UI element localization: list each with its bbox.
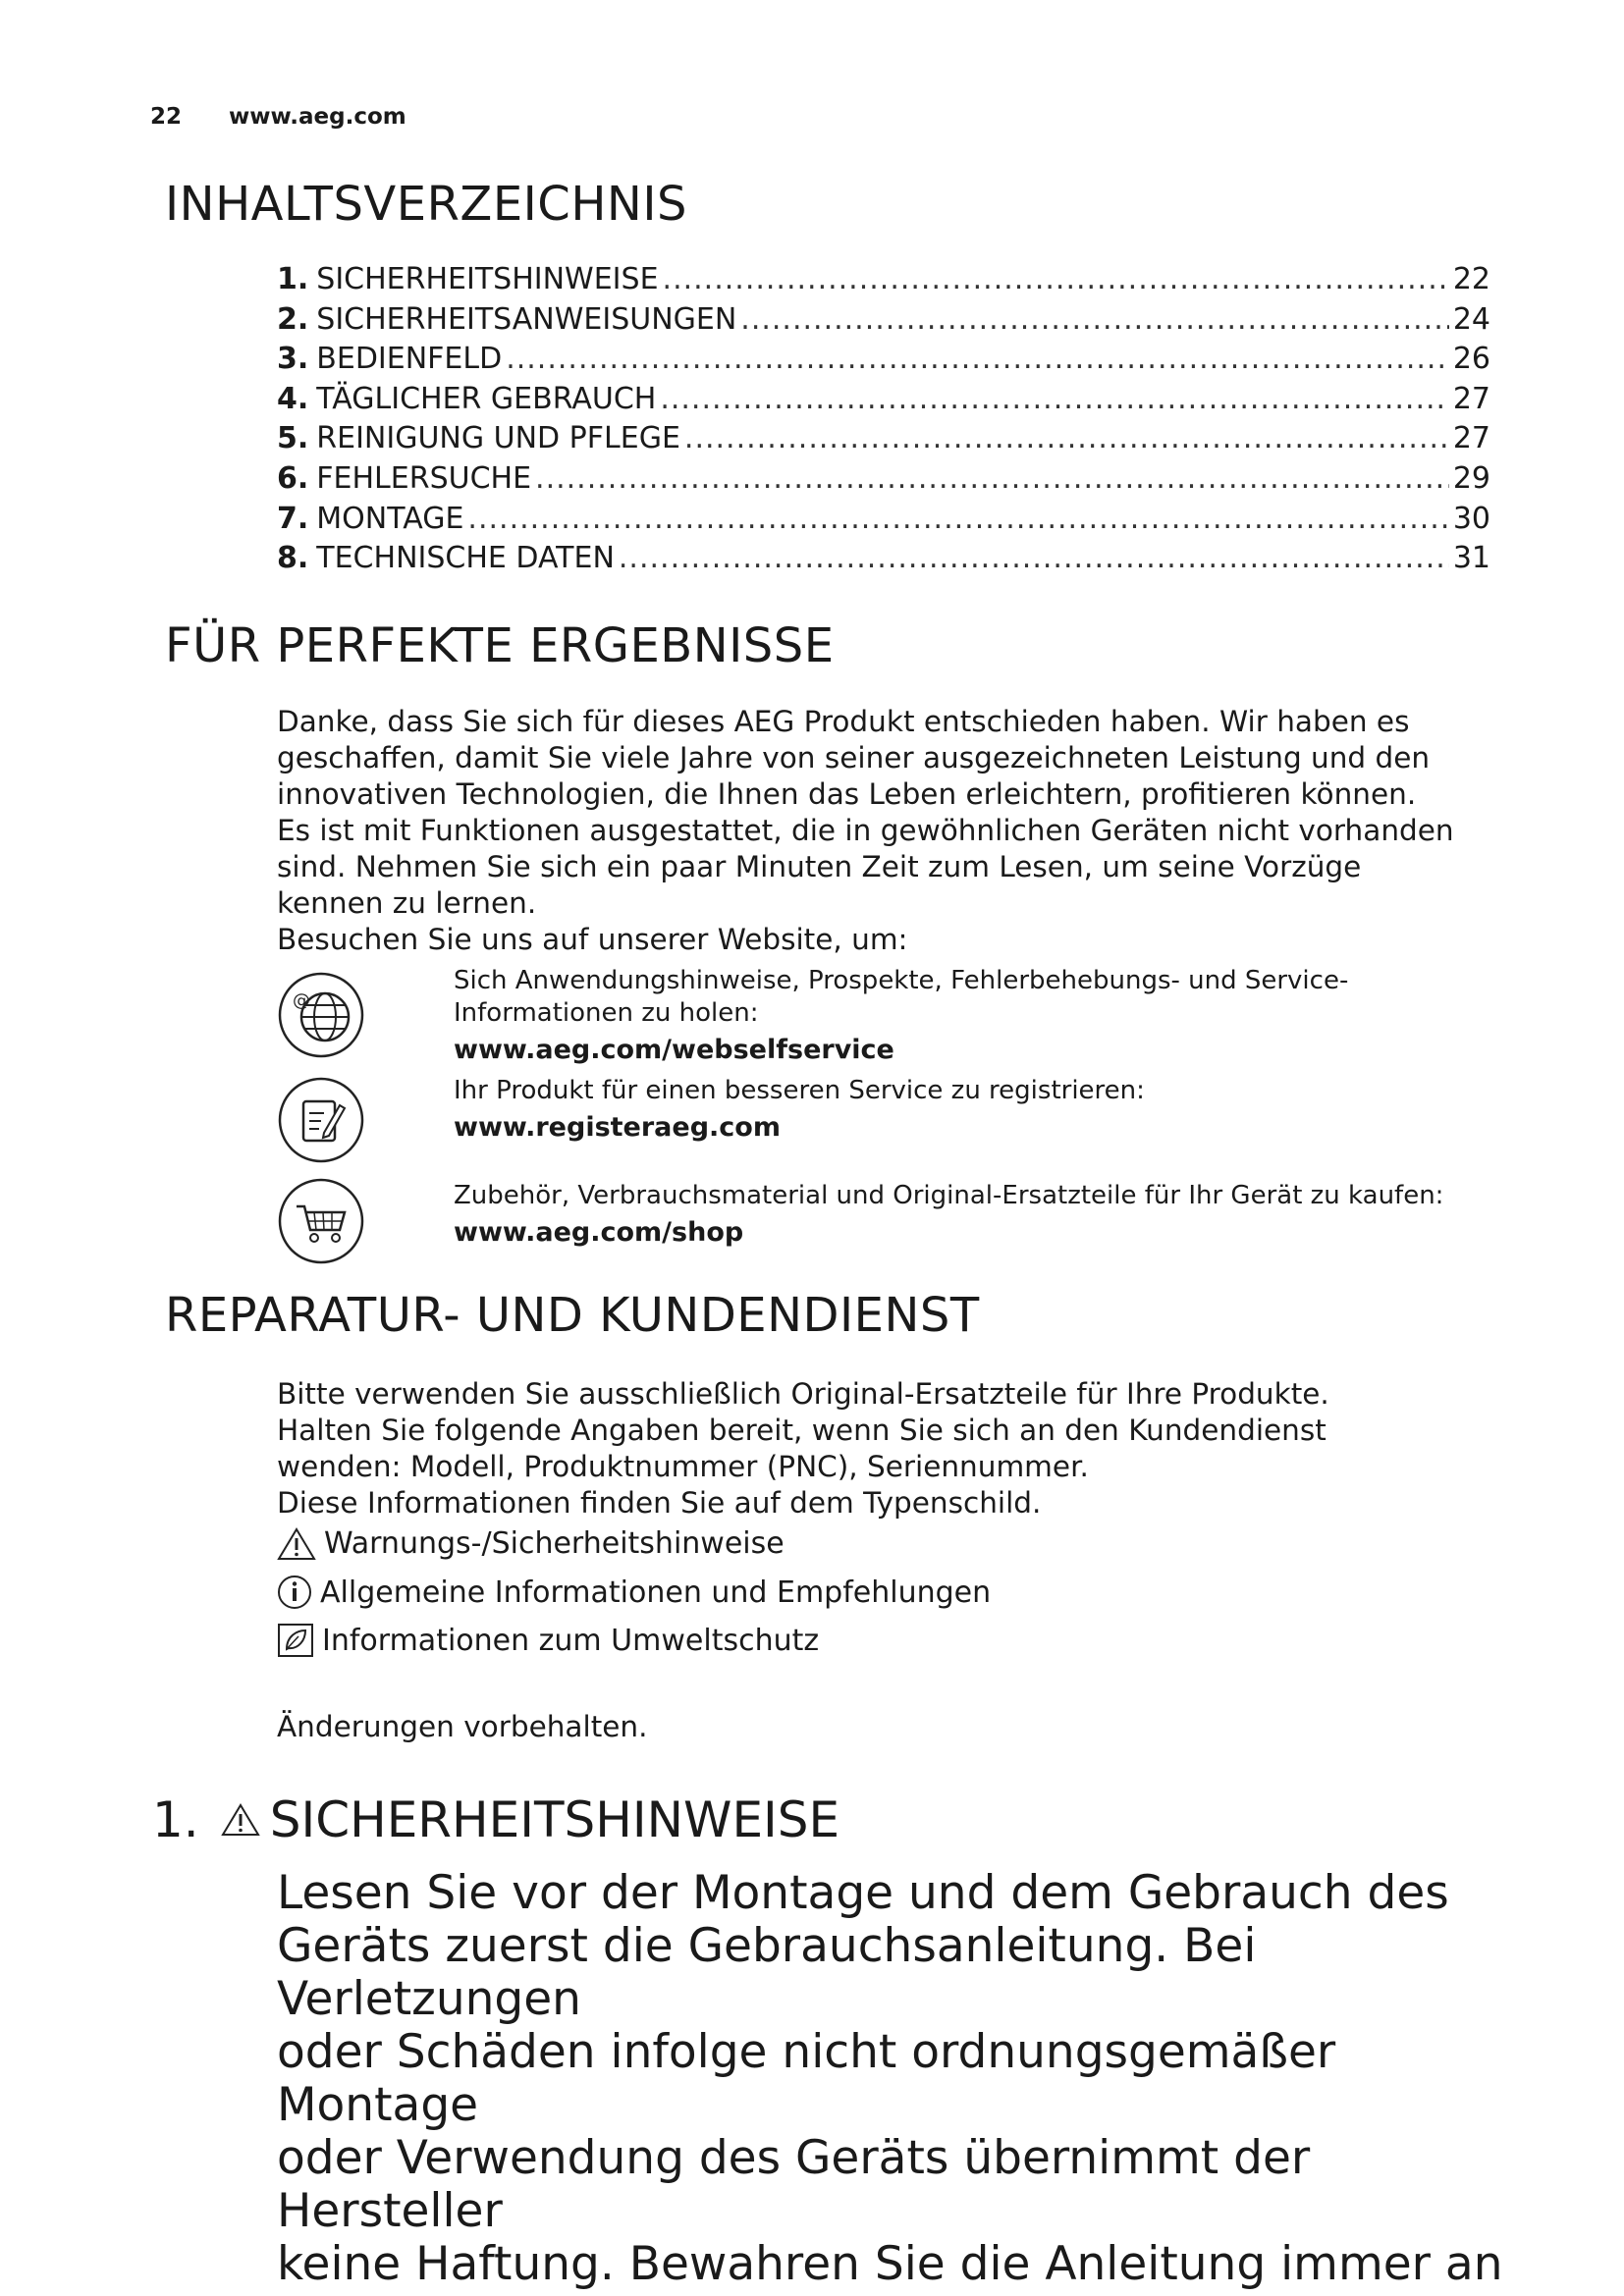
legend-environment [277, 1623, 819, 1658]
shop-link[interactable]: www.aeg.com/shop [454, 1217, 744, 1248]
toc-entry[interactable] [277, 502, 1490, 542]
toc-entry-page: 27 [1452, 421, 1490, 456]
service-body [277, 1376, 1494, 1522]
page-header [150, 104, 406, 130]
body-line: Bitte verwenden Sie ausschließlich Original-Ersatzteile für Ihre Produkte. [277, 1377, 1329, 1411]
body-line: Besuchen Sie uns auf unserer Website, um: [277, 923, 908, 956]
warning-icon [277, 1527, 316, 1561]
results-body [277, 704, 1494, 958]
body-line: sind. Nehmen Sie sich ein paar Minuten Zeit zum Lesen, um seine Vorzüge [277, 850, 1362, 883]
toc-entry-number: 8. [277, 541, 309, 576]
body-line: Halten Sie folgende Angaben bereit, wenn Sie sich an den Kundendienst [277, 1414, 1326, 1447]
toc-leader [684, 421, 1449, 455]
section-title: SICHERHEITSHINWEISE [269, 1791, 840, 1848]
toc-entry-page: 22 [1452, 262, 1490, 296]
header-website: www.aeg.com [229, 104, 406, 130]
warning-icon [221, 1803, 260, 1837]
web-item-text: Sich Anwendungshinweise, Prospekte, Fehlerbehebungs- und Service- [454, 966, 1349, 995]
toc-entry-label: TECHNISCHE DATEN [316, 541, 615, 576]
toc-entry-number: 7. [277, 501, 309, 536]
toc-leader [660, 382, 1448, 416]
table-of-contents [277, 262, 1490, 581]
body-line: Es ist mit Funktionen ausgestattet, die in gewöhnlichen Geräten nicht vorhanden [277, 814, 1454, 847]
web-item-text: Ihr Produkt für einen besseren Service zu registrieren: [454, 1076, 1145, 1105]
webselfservice-link[interactable]: www.aeg.com/webselfservice [454, 1035, 894, 1065]
toc-entry-number: 2. [277, 301, 309, 337]
toc-entry-page: 24 [1452, 301, 1490, 337]
toc-entry-number: 4. [277, 381, 309, 416]
registeraeg-link[interactable]: www.registeraeg.com [454, 1112, 781, 1143]
web-item-text: Zubehör, Verbrauchsmaterial und Original-Ersatzteile für Ihr Gerät zu kaufen: [454, 1181, 1444, 1210]
toc-entry-page: 29 [1452, 460, 1490, 496]
legend-label: Informationen zum Umweltschutz [322, 1623, 820, 1658]
toc-entry-number: 3. [277, 342, 309, 377]
register-icon [277, 1076, 365, 1164]
section-number: 1. [152, 1791, 199, 1848]
body-line: oder Schäden infolge nicht ordnungsgemäßer Montage [277, 2025, 1336, 2132]
body-line: Danke, dass Sie sich für dieses AEG Produkt entschieden haben. Wir haben es [277, 705, 1410, 738]
toc-entry[interactable] [277, 541, 1490, 581]
toc-entry[interactable] [277, 262, 1490, 302]
body-line: Lesen Sie vor der Montage und dem Gebrauch des [277, 1866, 1449, 1920]
service-title: REPARATUR- UND KUNDENDIENST [165, 1288, 980, 1343]
legend-info [277, 1575, 991, 1610]
cart-icon [277, 1177, 365, 1265]
environment-icon [277, 1623, 314, 1658]
toc-leader [619, 541, 1449, 575]
toc-title: INHALTSVERZEICHNIS [165, 177, 687, 232]
body-line: oder Verwendung des Geräts übernimmt der Hersteller [277, 2131, 1311, 2238]
results-title: FÜR PERFEKTE ERGEBNISSE [165, 618, 835, 673]
toc-entry-label: SICHERHEITSHINWEISE [316, 262, 659, 296]
toc-entry-number: 5. [277, 421, 309, 456]
toc-entry[interactable] [277, 342, 1490, 382]
body-line: keine Haftung. Bewahren Sie die Anleitung immer an [277, 2237, 1503, 2291]
toc-leader [506, 342, 1449, 376]
legend-warning [277, 1526, 785, 1561]
toc-entry-label: MONTAGE [316, 501, 464, 536]
toc-leader [467, 502, 1448, 536]
toc-entry-label: TÄGLICHER GEBRAUCH [316, 381, 657, 416]
toc-leader [663, 262, 1449, 296]
toc-entry-number: 6. [277, 460, 309, 496]
body-line: wenden: Modell, Produktnummer (PNC), Seriennummer. [277, 1450, 1089, 1483]
body-line: Diese Informationen finden Sie auf dem Typenschild. [277, 1486, 1042, 1520]
page-number: 22 [150, 104, 183, 130]
toc-entry-page: 30 [1452, 501, 1490, 536]
toc-entry-page: 31 [1452, 541, 1490, 576]
toc-entry-label: BEDIENFELD [316, 342, 503, 377]
info-icon [277, 1575, 312, 1610]
toc-entry-label: REINIGUNG UND PFLEGE [316, 421, 680, 456]
toc-entry-label: FEHLERSUCHE [316, 460, 532, 496]
legend-label: Allgemeine Informationen und Empfehlungen [320, 1575, 992, 1610]
toc-entry-label: SICHERHEITSANWEISUNGEN [316, 301, 737, 337]
toc-leader [740, 302, 1449, 337]
toc-entry[interactable] [277, 421, 1490, 461]
section-1-heading [152, 1791, 839, 1848]
body-line: innovativen Technologien, die Ihnen das Leben erleichtern, profitieren können. [277, 777, 1417, 811]
svg-text:@: @ [293, 990, 310, 1011]
globe-icon [277, 971, 365, 1059]
toc-leader [535, 461, 1449, 496]
toc-entry[interactable] [277, 461, 1490, 502]
web-item-text: Informationen zu holen: [454, 998, 759, 1028]
body-line: geschaffen, damit Sie viele Jahre von seiner ausgezeichneten Leistung und den [277, 741, 1431, 774]
body-line: kennen zu lernen. [277, 886, 537, 920]
section-1-body [277, 1867, 1514, 2291]
toc-entry-page: 26 [1452, 342, 1490, 377]
legend-label: Warnungs-/Sicherheitshinweise [324, 1526, 785, 1561]
changes-note: Änderungen vorbehalten. [277, 1710, 648, 1743]
toc-entry[interactable] [277, 302, 1490, 343]
toc-entry[interactable] [277, 382, 1490, 422]
toc-entry-number: 1. [277, 262, 309, 296]
body-line: Geräts zuerst die Gebrauchsanleitung. Bei Verletzungen [277, 1919, 1257, 2026]
toc-entry-page: 27 [1452, 381, 1490, 416]
